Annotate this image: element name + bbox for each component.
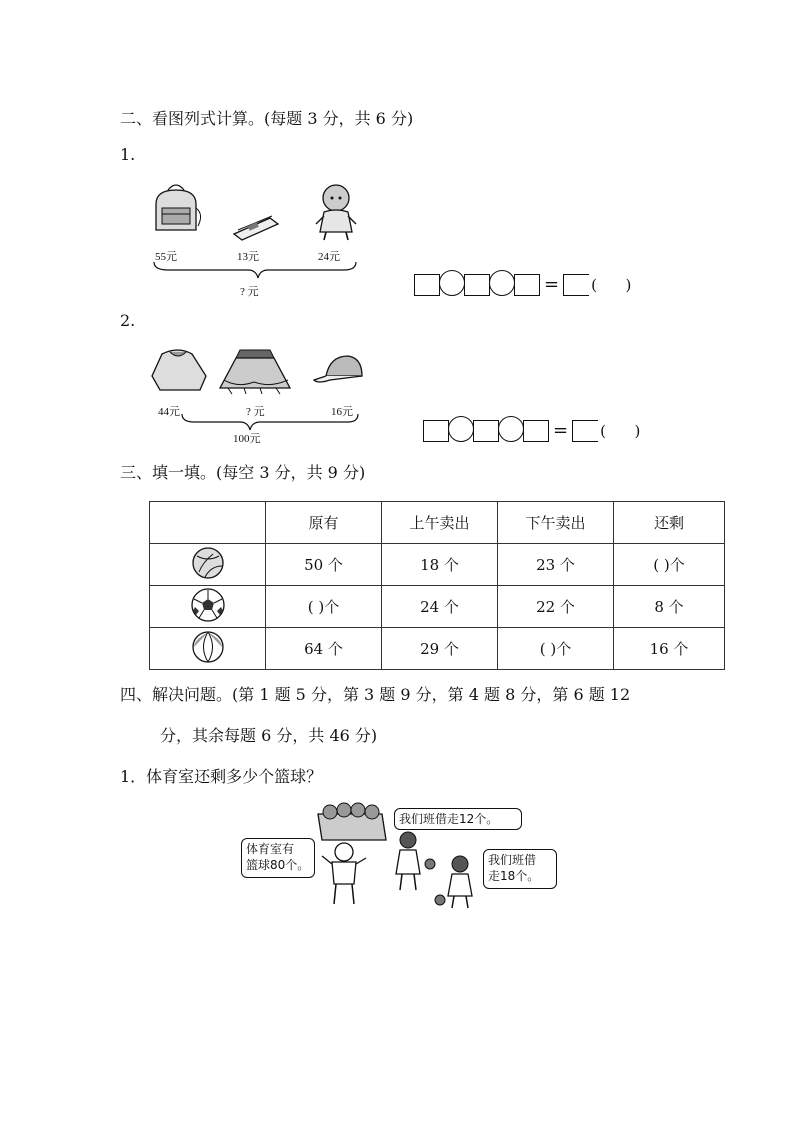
- section3-heading: 三、填一填。(每空 3 分，共 9 分): [120, 463, 366, 482]
- q1-illustration: [148, 178, 368, 298]
- backpack-icon: [156, 185, 201, 230]
- result-box[interactable]: [572, 420, 598, 442]
- table-cell: 64 个: [266, 628, 382, 670]
- row-icon-cell: [150, 586, 266, 628]
- speech-bubble-class1: [394, 808, 522, 830]
- price-label: 24元: [318, 251, 340, 263]
- fill-table: [149, 501, 725, 670]
- unit-paren[interactable]: ( ): [600, 422, 641, 440]
- table-header: [150, 502, 266, 544]
- price-label: 13元: [237, 251, 259, 263]
- q1-items-drawing: [148, 178, 368, 298]
- answer-box[interactable]: [514, 274, 540, 296]
- speech-bubble-class2: [483, 849, 557, 889]
- price-label: 44元: [158, 406, 180, 418]
- answer-box[interactable]: [473, 420, 499, 442]
- table-header: 上午卖出: [382, 502, 498, 544]
- bubble-line: 篮球80个。: [246, 858, 310, 872]
- boy-figure-icon: [322, 843, 366, 904]
- skirt-icon: [220, 350, 290, 394]
- table-cell: 29 个: [382, 628, 498, 670]
- row-icon-cell: [150, 544, 266, 586]
- table-header: 原有: [266, 502, 382, 544]
- table-cell: 16 个: [614, 628, 725, 670]
- price-label: 55元: [155, 251, 177, 263]
- blank-answer-cell[interactable]: ( )个: [498, 628, 614, 670]
- question-number: 1.: [120, 145, 136, 164]
- doll-icon: [316, 185, 356, 240]
- price-label: 16元: [331, 406, 353, 418]
- table-header-row: [150, 502, 725, 544]
- girl-figure-icon: [435, 856, 472, 908]
- beach-ball-icon: [191, 630, 225, 664]
- operator-circle[interactable]: [498, 416, 524, 442]
- equals-sign: =: [544, 274, 560, 295]
- cap-icon: [314, 356, 362, 382]
- operator-circle[interactable]: [489, 270, 515, 296]
- table-header: 还剩: [614, 502, 725, 544]
- q2-expression: [423, 418, 640, 442]
- q1-expression: [414, 272, 631, 296]
- pencil-case-icon: [234, 216, 278, 240]
- bubble-line: 走18个。: [488, 869, 540, 883]
- table-header: 下午卖出: [498, 502, 614, 544]
- bubble-line: 我们班借: [488, 853, 537, 867]
- table-row: [150, 586, 725, 628]
- volleyball-icon: [191, 546, 225, 580]
- answer-box[interactable]: [423, 420, 449, 442]
- answer-box[interactable]: [464, 274, 490, 296]
- operator-circle[interactable]: [448, 416, 474, 442]
- equals-sign: =: [553, 420, 569, 441]
- total-brace: [154, 262, 356, 278]
- sweater-icon: [152, 350, 206, 390]
- section4-heading: 四、解决问题。(第 1 题 5 分，第 3 题 9 分，第 4 题 8 分，第 6 题 12: [120, 685, 631, 704]
- blank-answer-cell[interactable]: ( )个: [614, 544, 725, 586]
- table-row: [150, 628, 725, 670]
- speech-bubble-gym: [241, 838, 315, 878]
- section2-heading: 二、看图列式计算。(每题 3 分，共 6 分): [120, 109, 414, 128]
- girl-figure-icon: [396, 832, 435, 890]
- row-icon-cell: [150, 628, 266, 670]
- answer-box[interactable]: [414, 274, 440, 296]
- unit-paren[interactable]: ( ): [591, 276, 632, 294]
- table-cell: 24 个: [382, 586, 498, 628]
- question-number: 2.: [120, 311, 136, 330]
- section4-heading-cont: 分，其余每题 6 分，共 46 分): [160, 726, 378, 745]
- ball-crate-icon: [318, 803, 386, 840]
- total-label: 100元: [233, 433, 261, 445]
- question-text: 1．体育室还剩多少个篮球？: [120, 767, 323, 786]
- table-cell: 18 个: [382, 544, 498, 586]
- blank-answer-cell[interactable]: ( )个: [266, 586, 382, 628]
- table-cell: 50 个: [266, 544, 382, 586]
- table-cell: 8 个: [614, 586, 725, 628]
- answer-box[interactable]: [523, 420, 549, 442]
- bubble-line: 我们班借走12个。: [399, 812, 499, 826]
- bubble-line: 体育室有: [246, 842, 295, 856]
- table-row: [150, 544, 725, 586]
- operator-circle[interactable]: [439, 270, 465, 296]
- total-label: ? 元: [240, 286, 259, 298]
- table-cell: 22 个: [498, 586, 614, 628]
- result-box[interactable]: [563, 274, 589, 296]
- table-cell: 23 个: [498, 544, 614, 586]
- price-label: ? 元: [246, 406, 265, 418]
- soccer-ball-icon: [190, 587, 226, 623]
